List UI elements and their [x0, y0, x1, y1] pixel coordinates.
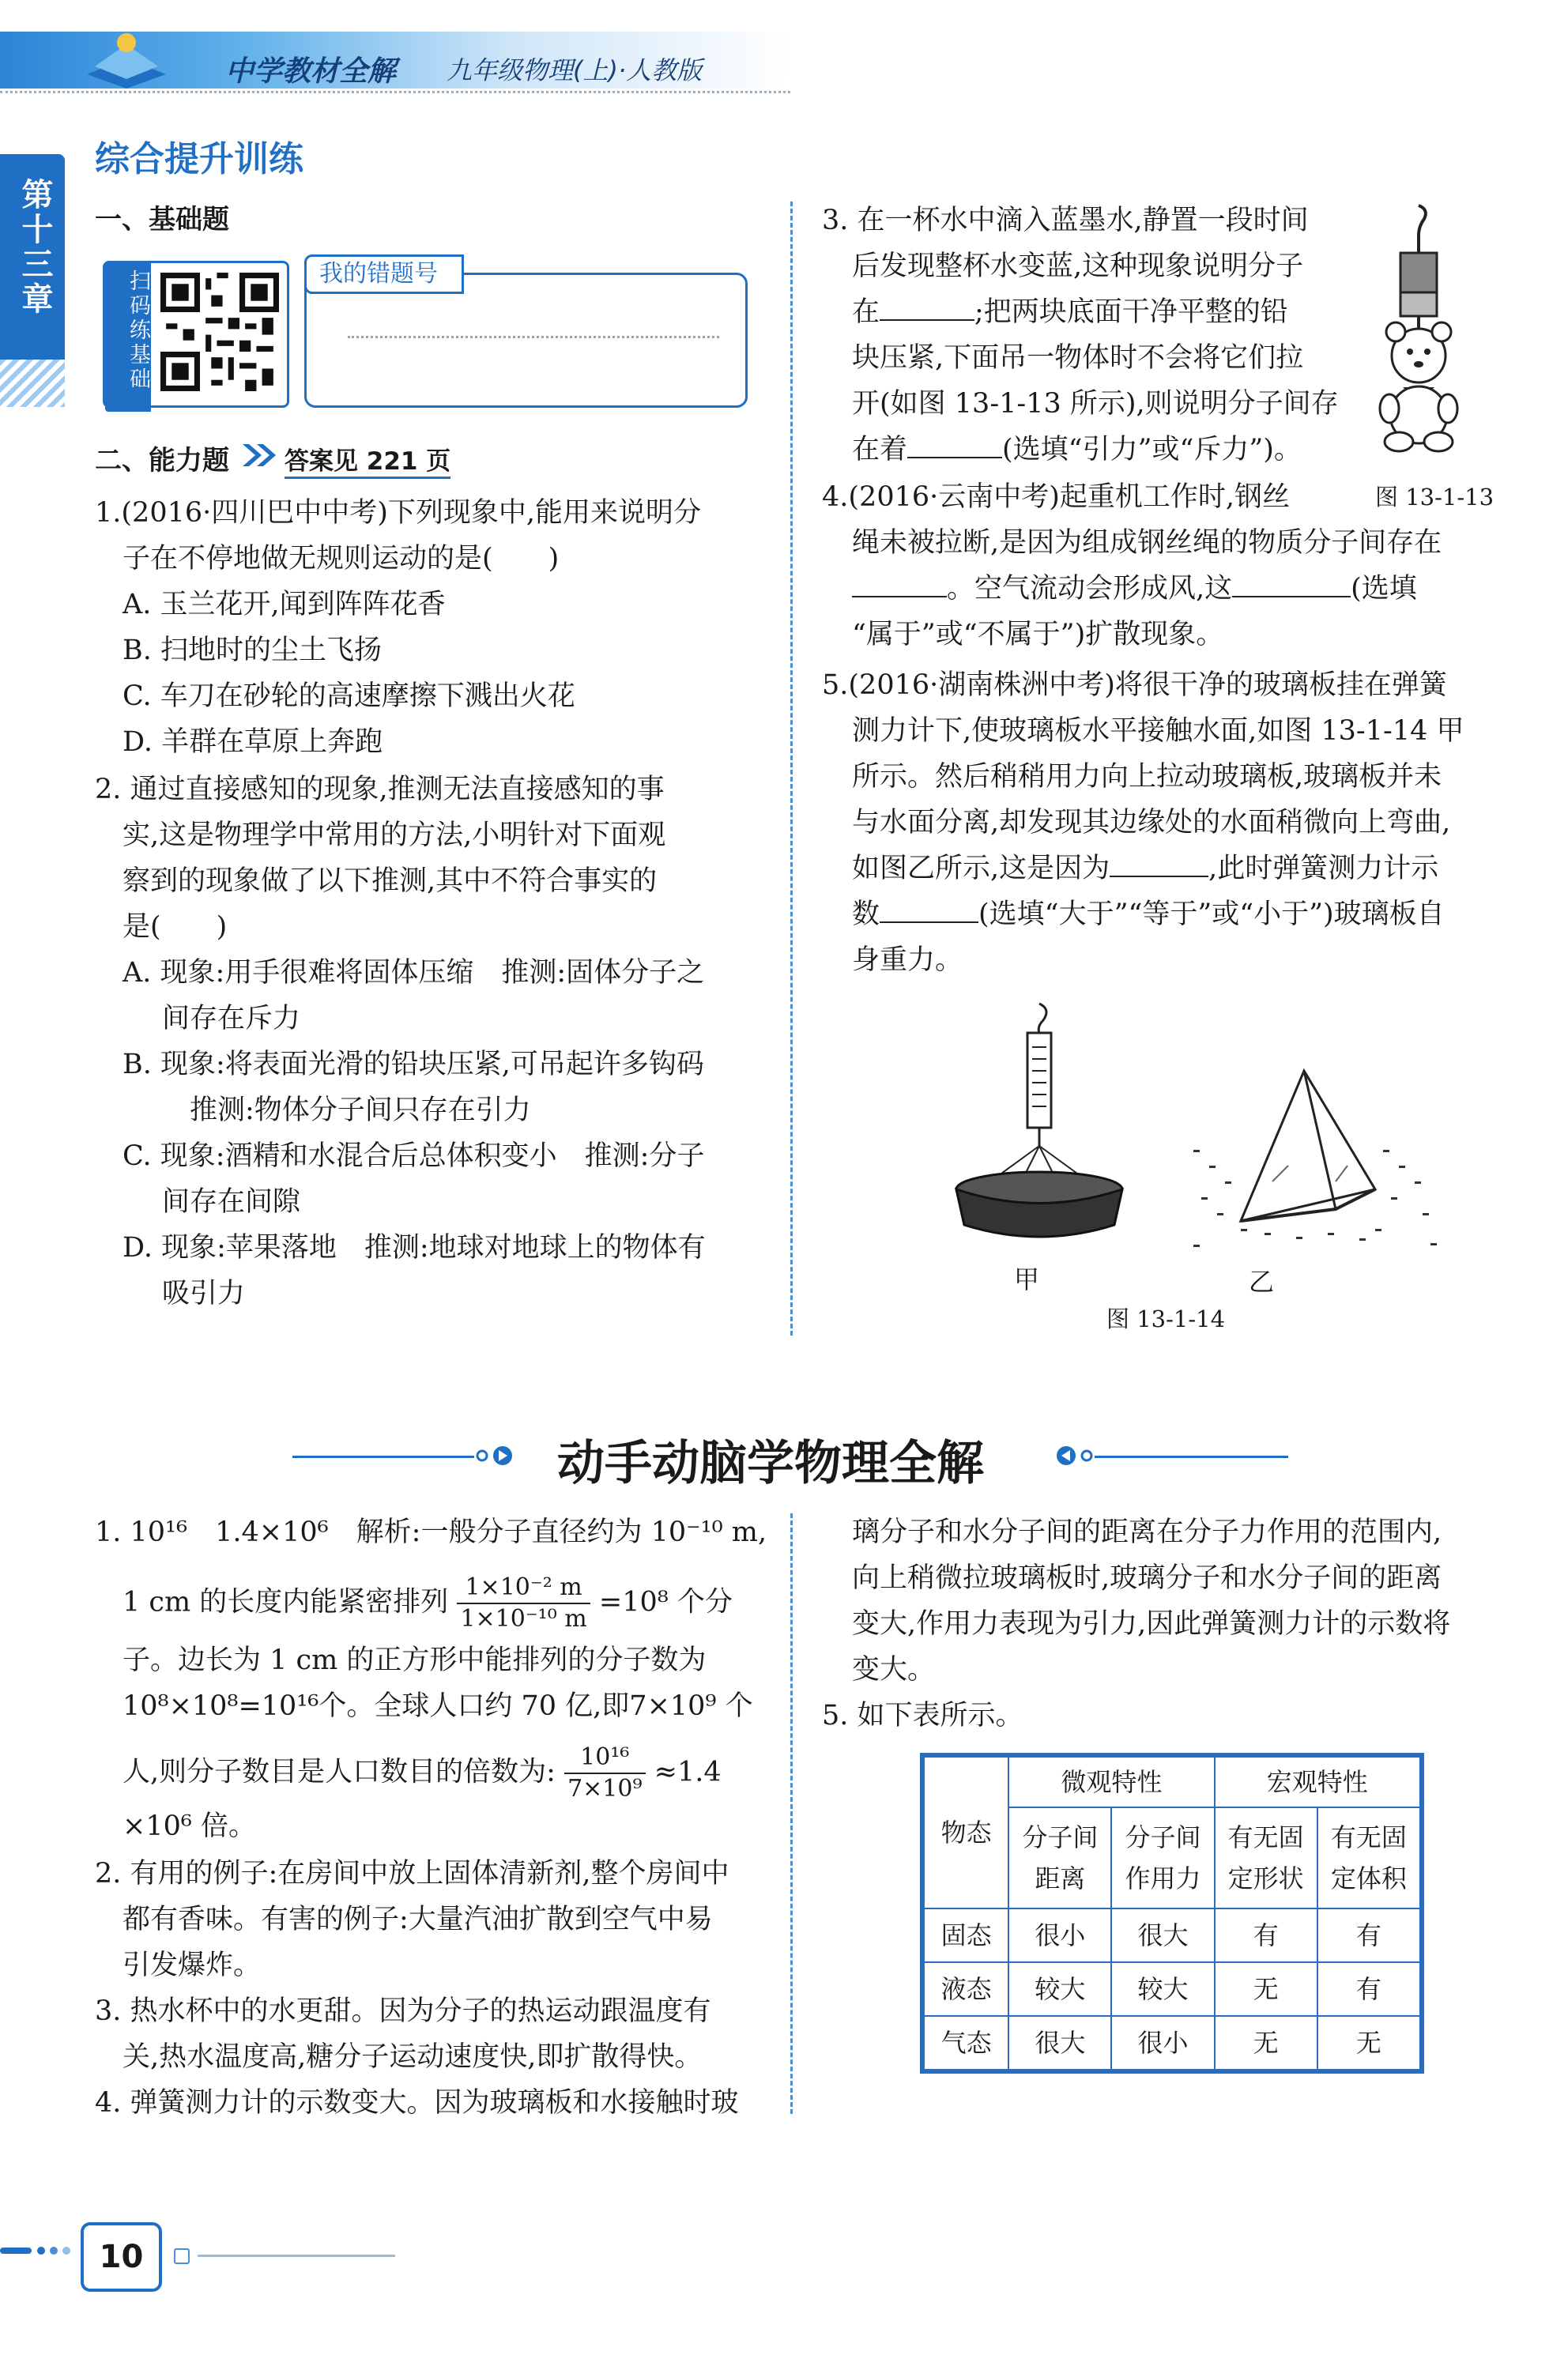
fig-13-1-14-label-left: 甲 — [1014, 1264, 1040, 1294]
table-cell: 无 — [1317, 2016, 1420, 2070]
section-title: 综合提升训练 — [95, 139, 303, 179]
q5-line1: 5.(2016·湖南株洲中考)将很干净的玻璃板挂在弹簧 — [822, 669, 1447, 701]
state-properties-table — [923, 1756, 1421, 2070]
table-cell: 较大 — [1008, 1962, 1111, 2016]
q1-stem-line2: 子在不停地做无规则运动的是( ) — [122, 543, 560, 575]
ans1-fraction2-num: 10¹⁶ — [564, 1743, 645, 1774]
ans2-line1: 2. 有用的例子:在房间中放上固体清新剂,整个房间中 — [95, 1858, 729, 1890]
q4-line1: 4.(2016·云南中考)起重机工作时,钢丝 — [822, 481, 1291, 513]
q5-line6 — [852, 891, 1445, 937]
q2-option-c[interactable]: C. 现象:酒精和水混合后总体积变小 推测:分子 — [122, 1140, 705, 1172]
ans1-fraction-num: 1×10⁻² m — [457, 1573, 590, 1604]
fig-13-1-13-caption: 图 13-1-13 — [1375, 484, 1494, 511]
q5-blank1[interactable] — [1110, 852, 1208, 877]
column-divider-bottom — [790, 1513, 793, 2114]
table-cell: 很小 — [1111, 2016, 1214, 2070]
q2-stem-line2: 实,这是物理学中常用的方法,小明针对下面观 — [122, 820, 666, 851]
qr-block — [103, 261, 289, 408]
q3-blank1[interactable] — [880, 296, 974, 321]
wrong-answer-line — [348, 336, 719, 338]
book-logo — [79, 27, 174, 90]
right-arrow-icon — [474, 1443, 514, 1471]
chapter-tab — [0, 154, 65, 391]
q3-line5: 开(如图 13-1-13 所示),则说明分子间存 — [852, 388, 1339, 420]
ans4-right-line2: 向上稍微拉玻璃板时,玻璃分子和水分子间的距离 — [852, 1562, 1442, 1594]
q3-line6-prefix: 在着 — [852, 434, 908, 465]
q2-option-d-cont: 吸引力 — [162, 1278, 246, 1309]
ans4-right-line4: 变大。 — [852, 1654, 936, 1686]
q4-line3 — [852, 566, 1417, 612]
ans1-line3: 子。边长为 1 cm 的正方形中能排列的分子数为 — [122, 1645, 707, 1676]
fig-13-1-14-caption: 图 13-1-14 — [1106, 1306, 1226, 1332]
q2-stem-line1: 2. 通过直接感知的现象,推测无法直接感知的事 — [95, 774, 665, 805]
q5-line5-prefix: 如图乙所示,这是因为 — [852, 853, 1110, 884]
ans1-fraction2 — [564, 1743, 645, 1804]
table-cell: 有 — [1317, 1962, 1420, 2016]
q2-option-b[interactable]: B. 现象:将表面光滑的铅块压紧,可吊起许多钩码 — [122, 1049, 704, 1080]
q5-line6-prefix: 数 — [852, 899, 880, 930]
ans3-line2: 关,热水温度高,糖分子运动速度快,即扩散得快。 — [122, 2041, 703, 2073]
ans1-line5 — [122, 1743, 722, 1804]
q1-option-c[interactable]: C. 车刀在砂轮的高速摩擦下溅出火花 — [122, 680, 575, 712]
table-subheader-text: 有无固定体积 — [1330, 1822, 1407, 1894]
q3-line4: 块压紧,下面吊一物体时不会将它们拉 — [852, 342, 1304, 374]
part2-heading: 二、能力题 — [95, 445, 229, 477]
q4-line2: 绳未被拉断,是因为组成钢丝绳的物质分子间存在 — [852, 527, 1442, 559]
footer-line — [198, 2255, 395, 2257]
ans1-line5-suffix: ≈1.4 — [654, 1756, 722, 1788]
answers-title: 动手动脑学物理全解 — [557, 1436, 984, 1491]
table-header-state: 物态 — [924, 1757, 1008, 1908]
q5-line5 — [852, 846, 1438, 891]
fig-13-1-14-left-spring-scale — [948, 1000, 1130, 1253]
answers-title-line-right — [1095, 1456, 1288, 1458]
table-row — [924, 1908, 1420, 1962]
table-subheader-text: 分子间作用力 — [1125, 1822, 1201, 1894]
ans1-line2-prefix: 1 cm 的长度内能紧密排列 — [122, 1586, 449, 1618]
table-cell: 较大 — [1111, 1962, 1214, 2016]
table-subheader — [1008, 1807, 1111, 1908]
ans5-line1: 5. 如下表所示。 — [822, 1700, 1023, 1731]
ans1-fraction2-den: 7×10⁹ — [567, 1775, 643, 1803]
table-cell-state: 气态 — [924, 2016, 1008, 2070]
q3-line6 — [852, 427, 1302, 473]
column-divider-top — [790, 202, 793, 1336]
book-subtitle: 九年级物理(上)·人教版 — [447, 55, 703, 85]
table-cell-state: 固态 — [924, 1908, 1008, 1962]
q2-option-a[interactable]: A. 现象:用手很难将固体压缩 推测:固体分子之 — [122, 957, 705, 989]
ans1-line5-prefix: 人,则分子数目是人口数目的倍数为: — [122, 1756, 556, 1788]
table-cell: 无 — [1215, 1962, 1317, 2016]
q5-line5-suffix: ,此时弹簧测力计示 — [1208, 853, 1439, 884]
ans4-line1: 4. 弹簧测力计的示数变大。因为玻璃板和水接触时玻 — [95, 2087, 739, 2119]
ans1-line2-suffix: =10⁸ 个分 — [598, 1586, 733, 1618]
ans2-line3: 引发爆炸。 — [122, 1950, 262, 1981]
left-arrow-icon — [1055, 1443, 1095, 1471]
q3-line3 — [852, 289, 1288, 335]
q5-line2: 测力计下,使玻璃板水平接触水面,如图 13-1-14 甲 — [852, 715, 1464, 747]
table-cell: 很大 — [1008, 2016, 1111, 2070]
chapter-tab-label: 第十三章 — [17, 178, 53, 317]
table-row — [924, 1962, 1420, 2016]
q5-line3: 所示。然后稍稍用力向上拉动玻璃板,玻璃板并未 — [852, 761, 1442, 793]
table-subheader-text: 分子间距离 — [1022, 1822, 1099, 1894]
q5-line7: 身重力。 — [852, 944, 963, 976]
ans4-right-line3: 变大,作用力表现为引力,因此弹簧测力计的示数将 — [852, 1608, 1451, 1640]
footer-small-box — [174, 2248, 190, 2264]
book-logo-icon — [79, 27, 174, 90]
qr-label: 扫码练基础 — [105, 263, 151, 412]
q1-option-b[interactable]: B. 扫地时的尘土飞扬 — [122, 635, 382, 666]
q3-line3-suffix: ;把两块底面干净平整的铅 — [974, 296, 1288, 328]
q2-option-c-cont: 间存在间隙 — [162, 1186, 301, 1218]
ans2-line2: 都有香味。有害的例子:大量汽油扩散到空气中易 — [122, 1904, 713, 1935]
q2-option-d[interactable]: D. 现象:苹果落地 推测:地球对地球上的物体有 — [122, 1232, 706, 1264]
ans1-line2 — [122, 1573, 733, 1634]
wrong-answer-tag: 我的错题号 — [304, 254, 464, 294]
ans1-fraction-den: 1×10⁻¹⁰ m — [460, 1605, 587, 1633]
fig-13-1-14-label-right: 乙 — [1249, 1267, 1275, 1297]
table-subheader — [1215, 1807, 1317, 1908]
ans1-line1: 1. 10¹⁶ 1.4×10⁶ 解析:一般分子直径约为 10⁻¹⁰ m, — [95, 1517, 767, 1548]
table-subheader — [1317, 1807, 1420, 1908]
double-chevron-icon — [241, 443, 279, 471]
q2-option-b-cont: 推测:物体分子间只存在引力 — [190, 1095, 531, 1126]
ans4-right-line1: 璃分子和水分子间的距离在分子力作用的范围内, — [852, 1517, 1442, 1548]
q5-line6-suffix: (选填“大于”“等于”或“小于”)玻璃板自 — [978, 899, 1445, 930]
q3-blank2[interactable] — [907, 433, 1002, 458]
table-cell: 无 — [1215, 2016, 1317, 2070]
page-number: 10 — [81, 2222, 162, 2292]
ans1-fraction — [457, 1573, 590, 1634]
q4-line4: “属于”或“不属于”)扩散现象。 — [852, 619, 1224, 650]
answer-reference[interactable]: 答案见 221 页 — [285, 441, 450, 479]
ans1-line6: ×10⁶ 倍。 — [122, 1810, 257, 1842]
q3-line2: 后发现整杯水变蓝,这种现象说明分子 — [852, 251, 1304, 282]
table-cell: 很小 — [1008, 1908, 1111, 1962]
part1-heading: 一、基础题 — [95, 204, 229, 235]
table-header-macro: 宏观特性 — [1215, 1757, 1420, 1807]
table-row — [924, 2016, 1420, 2070]
q3-line1: 3. 在一杯水中滴入蓝墨水,静置一段时间 — [822, 205, 1309, 236]
q5-blank2[interactable] — [880, 898, 978, 923]
table-cell: 有 — [1317, 1908, 1420, 1962]
table-cell: 有 — [1215, 1908, 1317, 1962]
table-subheader — [1111, 1807, 1214, 1908]
q3-line6-suffix: (选填“引力”或“斥力”)。 — [1002, 434, 1302, 465]
q4-line3-mid: 。空气流动会形成风,这 — [947, 573, 1233, 605]
book-title: 中学教材全解 — [225, 55, 397, 88]
chapter-tab-stripes — [0, 360, 65, 407]
ans1-line4: 10⁸×10⁸=10¹⁶个。全球人口约 70 亿,即7×10⁹ 个 — [122, 1690, 753, 1722]
q2-option-a-cont: 间存在斥力 — [162, 1003, 301, 1034]
table-cell: 很大 — [1111, 1908, 1214, 1962]
q4-line3-suffix: (选填 — [1351, 573, 1417, 605]
q1-option-d[interactable]: D. 羊群在草原上奔跑 — [122, 726, 383, 758]
qr-code-icon[interactable] — [160, 273, 279, 391]
ans3-line1: 3. 热水杯中的水更甜。因为分子的热运动跟温度有 — [95, 1995, 711, 2027]
table-subheader-text: 有无固定形状 — [1227, 1822, 1304, 1894]
q3-line3-prefix: 在 — [852, 296, 880, 328]
fig-13-1-14-right-pyramid — [1185, 1063, 1446, 1253]
q2-stem-line3: 察到的现象做了以下推测,其中不符合事实的 — [122, 865, 658, 897]
table-cell-state: 液态 — [924, 1962, 1008, 2016]
table-header-micro: 微观特性 — [1008, 1757, 1214, 1807]
q1-stem-line1: 1.(2016·四川巴中中考)下列现象中,能用来说明分 — [95, 497, 702, 529]
footer-dots — [0, 2244, 79, 2255]
q2-stem-line4: 是( ) — [122, 911, 228, 943]
q5-line4: 与水面分离,却发现其边缘处的水面稍微向上弯曲, — [852, 807, 1451, 838]
q4-blank2[interactable] — [1232, 572, 1351, 597]
q4-blank1[interactable] — [852, 572, 947, 597]
q1-option-a[interactable]: A. 玉兰花开,闻到阵阵花香 — [122, 589, 446, 620]
fig-13-1-13-bear-scale — [1367, 202, 1470, 454]
answers-title-line-left — [292, 1456, 474, 1458]
